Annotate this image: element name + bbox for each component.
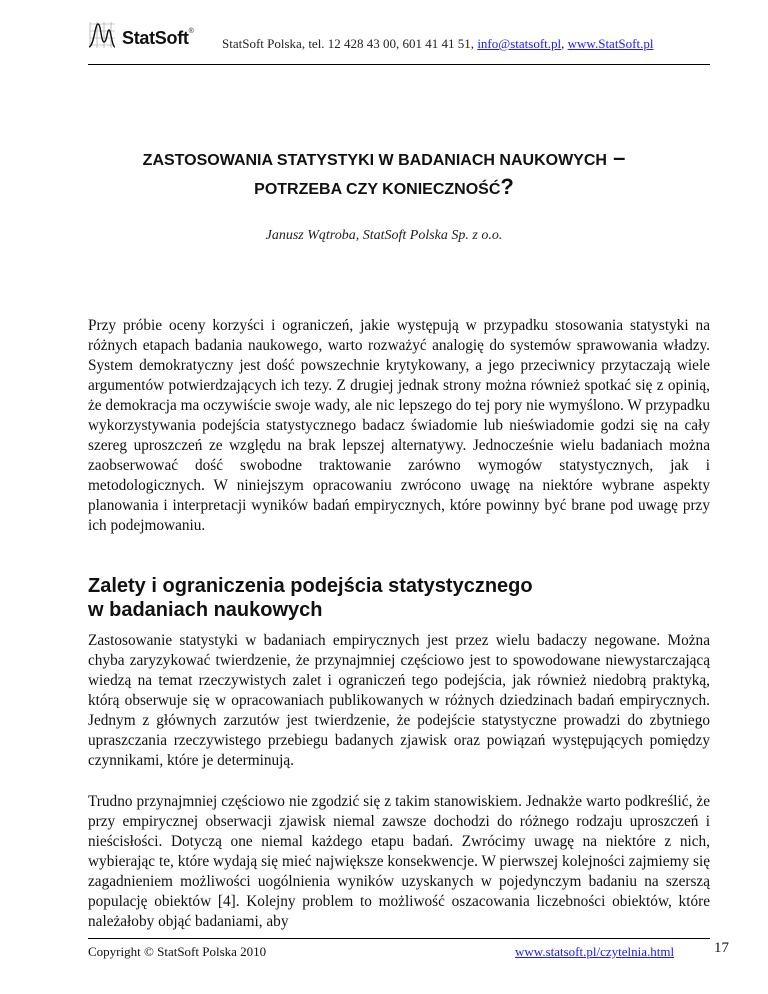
website-link[interactable]: www.StatSoft.pl — [567, 36, 654, 51]
section-heading: Zalety i ograniczenia podejścia statystycznego w badaniach naukowych — [88, 575, 533, 621]
contact-text: StatSoft Polska, tel. 12 428 43 00, 601 41 41 51, — [222, 36, 478, 51]
logo-wordmark: StatSoft® — [122, 28, 194, 48]
body-paragraph-1: Zastosowanie statystyki w badaniach empirycznych jest przez wielu badaczy negowane. Można chyba zaryzykować twierdzenie, że przynajmniej częściowo jest to spowodowane niewystarczającą wiedzą na temat rzeczywistych zalet i ograniczeń tego podejścia, jak również niedobrą praktyką, którą obserwuje się w opracowaniach publikowanych w różnych dziedzinach badań empirycznych. Jednym z głównych zarzutów jest twierdzenie, że podejście statystyczne prowadzi do zbytniego upraszczania rzeczywistego przebiegu badanych zjawisk oraz powiązań występujących pomiędzy czynnikami, które je determinują. — [88, 632, 710, 769]
abstract-paragraph: Przy próbie oceny korzyści i ograniczeń, jakie występują w przypadku stosowania statystyki na różnych etapach badania naukowego, warto rozważyć analogię do systemów sprawowania władzy. System demokratyczny jest dość powszechnie krytykowany, a jego przeciwnicy przytaczają wiele argumentów potwierdzających ich tezy. Z drugiej jednak strony można również spotkać się z opinią, że demokracja ma oczywiście swoje wady, ale nic lepszego do tej pory nie wymyślono. W przypadku wykorzystywania podejścia statystycznego badacz świadomie lub nieświadomie godzi się na cały szereg uproszczeń ze względu na brak lepszej alternatywy. Jednocześnie wielu badaniach można zaobserwować dość swobodne traktowanie zarówno wymogów statystycznych, jak i metodologicznych. W niniejszym opracowaniu zwrócono uwagę na niektóre wybrane aspekty planowania i interpretacji wyników badań empirycznych, które powinny być brane pod uwagę przy ich podejmowaniu. — [88, 317, 710, 534]
statsoft-logo[interactable] — [88, 20, 218, 56]
body-paragraph-2: Trudno przynajmniej częściowo nie zgodzić się z takim stanowiskiem. Jednakże warto podkreślić, że przy empirycznej obserwacji zjawisk niemal zawsze dochodzi do różnego rodzaju uproszczeń i nieścisłości. Dotyczą one niemal każdego etapu badań. Zwrócimy uwagę na niektóre z nich, wybierając te, które wydają się mieć największe konsekwencje. W pierwszej kolejności zajmiemy się zagadnieniem możliwości uogólnienia wyników uzyskanych w pojedynczym badaniu na szerszą populację obiektów [4]. Kolejny problem to możliwość oszacowania liczebności obiektów, które należałoby objąć badaniami, aby — [88, 793, 710, 930]
page-header — [88, 16, 710, 66]
header-divider — [88, 64, 710, 65]
author-line: Janusz Wątroba, StatSoft Polska Sp. z o.o. — [265, 228, 503, 243]
logo-chart-icon — [88, 20, 116, 50]
header-contact-line: StatSoft Polska, tel. 12 428 43 00, 601 41 41 51, info@statsoft.pl, www.StatSoft.pl — [222, 36, 654, 51]
footer-divider — [88, 938, 710, 939]
page-number: 17 — [714, 940, 729, 956]
footer-link-container — [515, 944, 674, 960]
footer-url-link[interactable]: www.statsoft.pl/czytelnia.html — [515, 944, 675, 959]
email-link[interactable]: info@statsoft.pl — [477, 36, 562, 51]
footer-copyright: Copyright © StatSoft Polska 2010 — [88, 944, 267, 959]
document-title: ZASTOSOWANIA STATYSTYKI W BADANIACH NAUKOWYCH – POTRZEBA CZY KONIECZNOŚĆ? — [142, 145, 626, 199]
